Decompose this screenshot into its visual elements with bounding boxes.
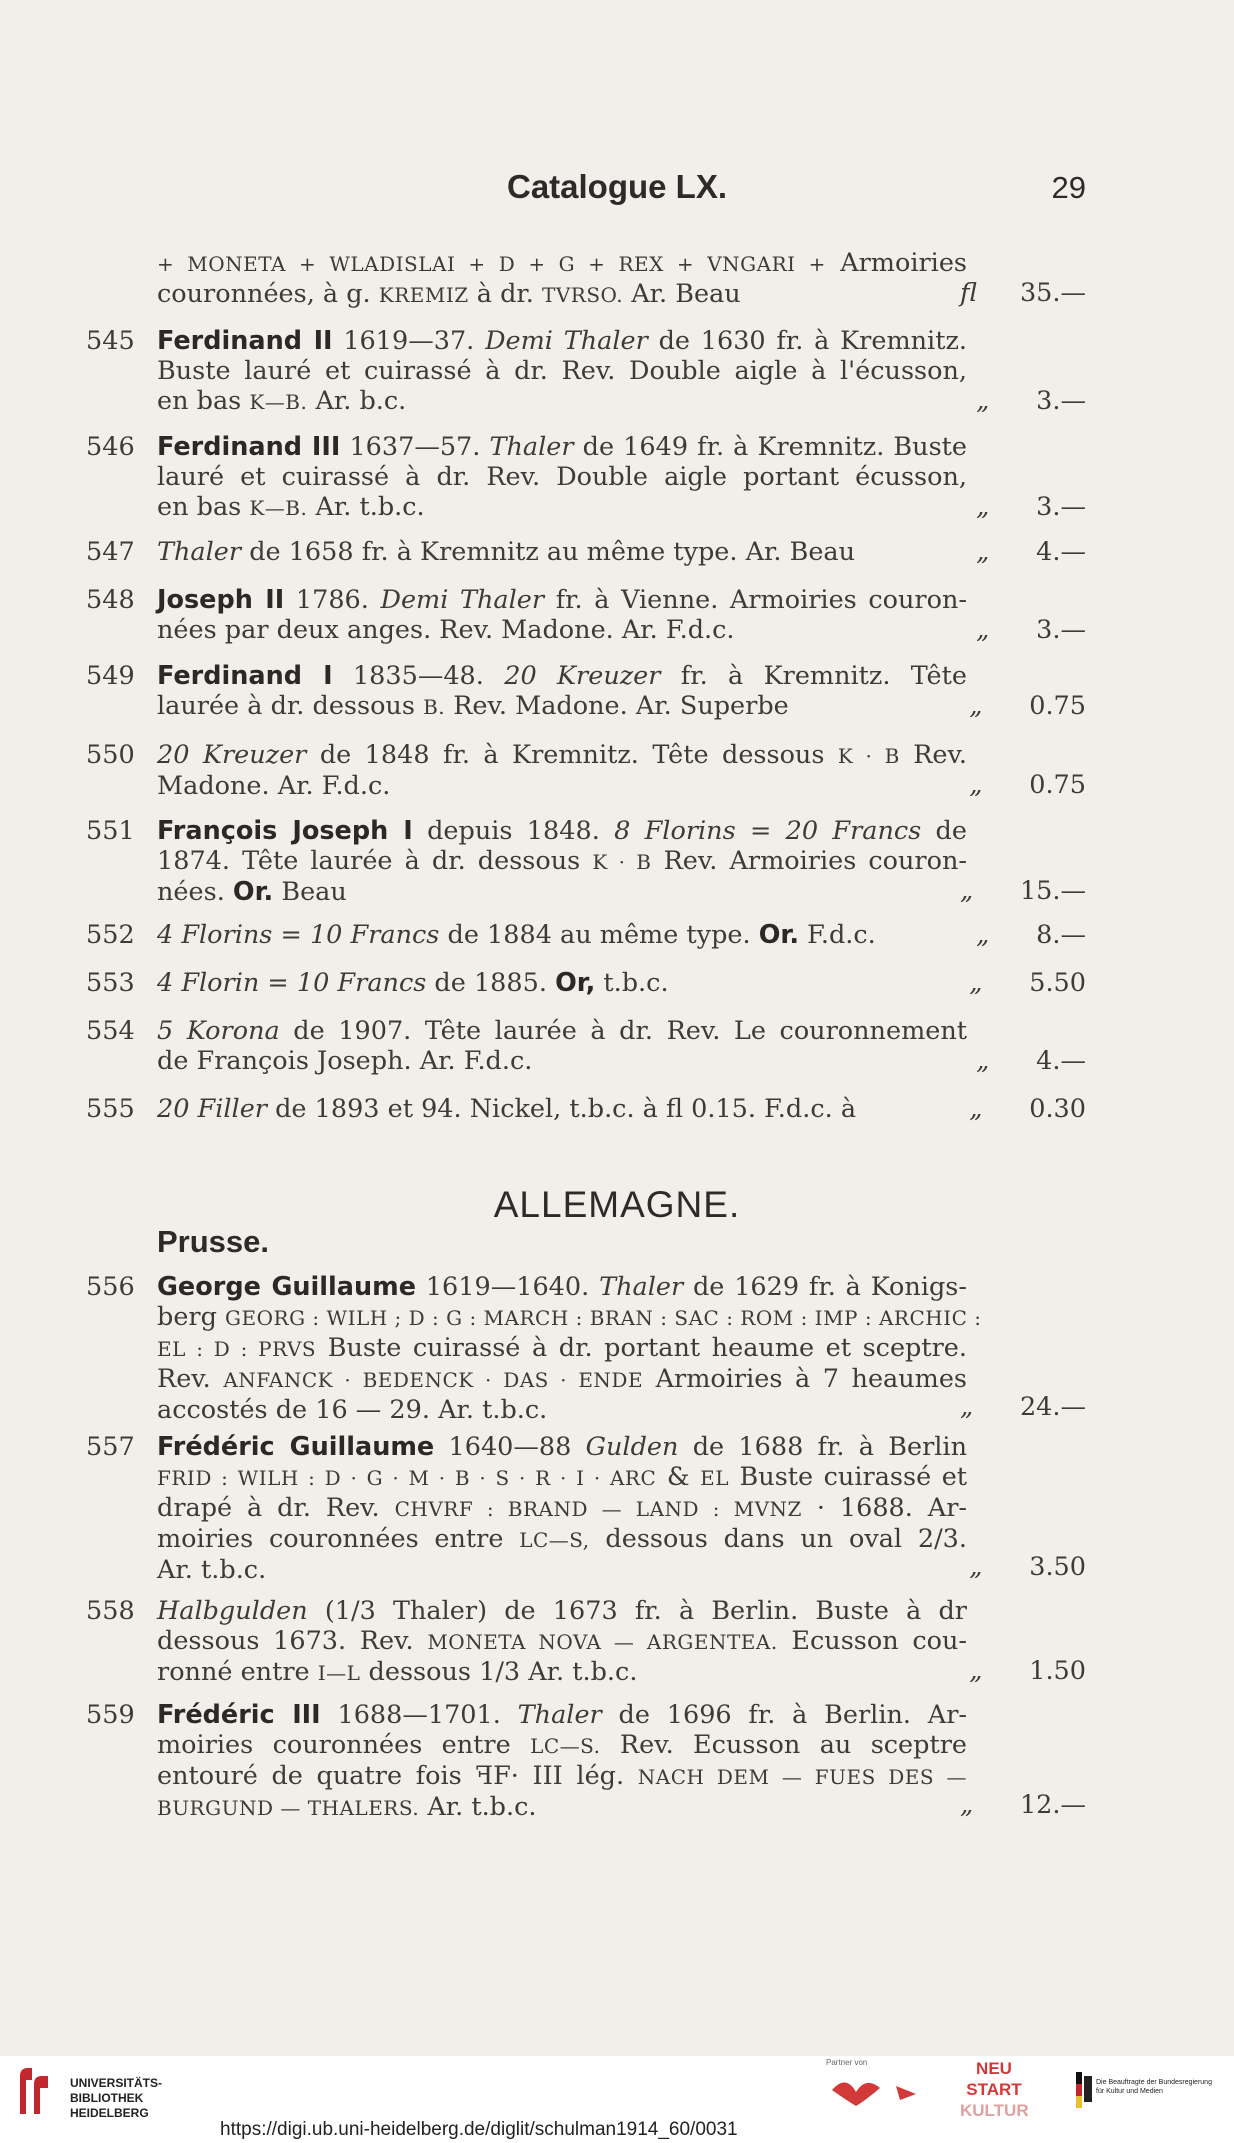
text-fragment: entouré de quatre fois ꟻF· III lég.	[157, 1761, 625, 1791]
entry-price: 3.—	[1036, 615, 1086, 645]
text-line	[157, 386, 967, 417]
text-fragment: Armoiries à 7 heaumes	[655, 1364, 968, 1394]
text-fragment: de 1658 fr. à Kremnitz au même type. Ar. Beau	[249, 537, 856, 567]
text-fragment: couronnées, à g.	[157, 279, 371, 309]
text-line: lauré et cuirassé à dr. Rev. Double aigle portant écusson,	[157, 462, 967, 492]
text-line	[157, 492, 967, 523]
text-fragment: „	[976, 1046, 990, 1076]
partner-logo-icon[interactable]	[826, 2070, 946, 2114]
text-fragment	[926, 615, 1086, 645]
text-fragment: Buste cuirassé à dr. portant heaume et sceptre.	[327, 1333, 967, 1363]
text-fragment: t.b.c.	[603, 968, 669, 998]
text-fragment	[157, 432, 967, 523]
text-fragment	[157, 661, 967, 722]
text-fragment: Or.	[758, 920, 800, 950]
text-fragment: ANFANCK · BEDENCK · DAS · ENDE	[223, 1368, 644, 1392]
text-fragment: laurée à dr. dessous	[157, 691, 415, 721]
text-fragment: en bas	[157, 386, 242, 416]
text-fragment: (1/3 Thaler) de 1673 fr. à Berlin. Buste à dr	[324, 1596, 967, 1626]
text-fragment	[157, 1700, 967, 1823]
text-line	[157, 1493, 967, 1524]
entry-number: 547	[86, 537, 135, 567]
entry-price: 0.30	[1029, 1094, 1086, 1124]
text-line: accostés de 16 — 29. Ar. t.b.c.	[157, 1395, 548, 1425]
text-fragment: Frédéric Guillaume	[157, 1432, 435, 1462]
text-fragment: Ferdinand II	[157, 326, 333, 356]
text-fragment: EL	[700, 1466, 729, 1490]
text-line	[157, 1730, 967, 1761]
entry-number: 556	[86, 1272, 135, 1302]
text-fragment: Thaler	[489, 432, 574, 462]
text-line	[157, 1792, 967, 1823]
footer-bar	[0, 2056, 1234, 2143]
text-fragment: NACH DEM — FUES DES —	[637, 1765, 967, 1789]
page-number: 29	[1051, 170, 1086, 205]
entry-number: 554	[86, 1016, 135, 1046]
source-url-link[interactable]: https://digi.ub.uni-heidelberg.de/diglit/schulman1914_60/0031	[220, 2119, 738, 2140]
entry-number: 557	[86, 1432, 135, 1462]
text-fragment	[926, 770, 1086, 800]
text-fragment: 1688—1701.	[337, 1700, 501, 1730]
text-fragment: · 1688. Ar-	[816, 1493, 968, 1523]
text-fragment	[926, 386, 1086, 416]
text-fragment: Thaler	[157, 537, 242, 567]
text-fragment: „	[969, 968, 983, 998]
entry-price: 12.—	[1019, 1790, 1086, 1820]
text-line	[157, 326, 967, 356]
text-fragment: I—L	[317, 1661, 361, 1685]
text-fragment: Ar. t.b.c.	[427, 1792, 537, 1822]
text-line: Buste lauré et cuirassé à dr. Rev. Double aigle à l'écusson,	[157, 356, 967, 386]
text-fragment	[157, 537, 967, 567]
text-fragment: de 1907. Tête laurée à dr. Rev. Le couronnement	[293, 1016, 968, 1046]
text-fragment: Thaler	[599, 1272, 684, 1302]
text-line	[157, 1094, 967, 1124]
text-fragment: + MONETA + WLADISLAI + D + G + REX + VNGARI +	[157, 252, 826, 276]
entry-price: 3.50	[1029, 1552, 1086, 1582]
text-fragment: dessous 1/3 Ar. t.b.c.	[368, 1657, 638, 1687]
text-line	[157, 1302, 982, 1333]
text-fragment	[926, 920, 1086, 950]
text-fragment: „	[969, 691, 983, 721]
text-fragment: Joseph II	[157, 585, 285, 615]
text-fragment: „	[959, 876, 974, 906]
text-fragment: Ar. b.c.	[315, 386, 407, 416]
text-fragment	[157, 326, 967, 417]
text-fragment: de 1629 fr. à Konigs-	[692, 1272, 968, 1302]
entry-price: 0.75	[1029, 770, 1086, 800]
text-fragment: de 1884 au même type.	[447, 920, 751, 950]
text-fragment: 8 Florins = 20 Francs	[614, 816, 922, 846]
text-fragment: de 1885.	[434, 968, 547, 998]
text-fragment: dessous 1673. Rev.	[157, 1626, 414, 1656]
text-fragment: Thaler	[517, 1700, 602, 1730]
text-line	[157, 432, 967, 462]
text-fragment: GEORG : WILH ; D : G : MARCH : BRAN : SAC : ROM : IMP : ARCHIC :	[225, 1306, 982, 1330]
text-fragment: „	[969, 1094, 983, 1124]
text-line	[157, 968, 967, 998]
text-fragment: 4 Florins = 10 Francs	[157, 920, 440, 950]
text-line	[157, 877, 967, 907]
text-fragment: moiries couronnées entre	[157, 1730, 511, 1760]
text-fragment	[926, 1094, 1086, 1124]
text-fragment: Armoiries	[840, 248, 968, 278]
federal-commissioner-text: Die Beauftragte der Bundesregierung für Kultur und Medien	[1096, 2079, 1212, 2095]
text-fragment: K—B.	[249, 496, 308, 520]
text-fragment: K—B.	[249, 390, 308, 414]
text-fragment: „	[959, 1392, 974, 1422]
text-fragment: CHVRF : BRAND — LAND : MVNZ	[394, 1497, 802, 1521]
entry-price: 15.—	[1019, 876, 1086, 906]
text-fragment: K · B	[592, 850, 652, 874]
text-fragment	[157, 1272, 982, 1425]
library-name[interactable]: UNIVERSITÄTS- BIBLIOTHEK HEIDELBERG	[70, 2076, 163, 2120]
text-line	[157, 1364, 967, 1395]
text-fragment: Or.	[232, 877, 274, 907]
currency-mark: fl	[959, 278, 977, 308]
text-line	[157, 537, 967, 567]
entry-number: 551	[86, 816, 135, 846]
text-fragment: Demi Thaler	[380, 585, 545, 615]
entry-number: 546	[86, 432, 135, 462]
text-fragment	[157, 920, 967, 950]
text-fragment: Beau	[281, 877, 347, 907]
text-fragment: KREMIZ	[378, 283, 469, 307]
entry-price: 24.—	[1019, 1392, 1086, 1422]
section-heading: ALLEMAGNE.	[493, 1184, 741, 1225]
text-fragment: Rev. Ecusson au sceptre	[619, 1730, 967, 1760]
text-line	[157, 1761, 967, 1792]
text-fragment: Rev. Madone. Ar. Superbe	[453, 691, 789, 721]
entry-price: 3.—	[1036, 386, 1086, 416]
text-fragment	[926, 691, 1086, 721]
text-line	[157, 1626, 967, 1657]
text-fragment: Demi Thaler	[485, 326, 648, 356]
text-line	[157, 661, 967, 691]
text-fragment: FRID : WILH : D · G · M · B · S · R · I · ARC	[157, 1466, 657, 1490]
text-fragment	[157, 248, 967, 310]
text-fragment	[157, 1094, 967, 1124]
text-line: de François Joseph. Ar. F.d.c.	[157, 1046, 533, 1076]
text-fragment: de 1688 fr. à Berlin	[692, 1432, 967, 1462]
partner-label: Partner von	[826, 2058, 868, 2067]
text-fragment	[926, 492, 1086, 522]
entry-number: 552	[86, 920, 135, 950]
entry-number: 548	[86, 585, 135, 615]
entry-price: 4.—	[1036, 537, 1086, 567]
text-fragment: MONETA NOVA — ARGENTEA.	[427, 1630, 778, 1654]
text-fragment: 20 Kreuzer	[504, 661, 661, 691]
text-fragment: BURGUND — THALERS.	[157, 1796, 420, 1820]
text-fragment: en bas	[157, 492, 242, 522]
text-fragment: berg	[157, 1302, 217, 1332]
text-fragment: B.	[423, 695, 446, 719]
text-fragment: Buste cuirassé et	[739, 1462, 968, 1492]
text-line	[157, 1700, 967, 1730]
text-fragment: George Guillaume	[157, 1272, 416, 1302]
entry-price: 1.50	[1029, 1656, 1086, 1686]
entry-price: 4.—	[1036, 1046, 1086, 1076]
text-fragment: à dr.	[476, 279, 534, 309]
text-fragment: 4 Florin = 10 Francs	[157, 968, 427, 998]
text-fragment	[926, 537, 1086, 567]
heidelberg-library-logo-icon[interactable]	[14, 2064, 54, 2119]
text-fragment	[926, 1656, 1086, 1686]
text-line: Ar. t.b.c.	[157, 1555, 267, 1585]
text-fragment: „	[969, 1656, 983, 1686]
text-fragment: 1619—37.	[343, 326, 475, 356]
text-line	[157, 920, 967, 950]
text-fragment: de 1848 fr. à Kremnitz. Tête dessous	[319, 740, 825, 770]
subsection-heading: Prusse.	[157, 1224, 270, 1259]
text-fragment: de 1649 fr. à Kremnitz. Buste	[582, 432, 967, 462]
text-fragment	[157, 1432, 967, 1585]
text-line	[157, 1333, 967, 1364]
text-fragment: de	[935, 816, 967, 846]
text-fragment: „	[959, 1790, 974, 1820]
text-fragment: dessous dans un oval	[605, 1524, 903, 1554]
text-line	[157, 585, 967, 615]
text-fragment: LC—S,	[519, 1528, 590, 1552]
entry-price: 3.—	[1036, 492, 1086, 522]
text-fragment: 5 Korona	[157, 1016, 280, 1046]
entry-number: 553	[86, 968, 135, 998]
text-fragment: de 1630 fr. à Kremnitz.	[658, 326, 967, 356]
text-fragment: Rev. Armoiries couron-	[663, 846, 968, 876]
text-fragment	[926, 968, 1086, 998]
text-fragment: François Joseph I	[157, 816, 413, 846]
text-fragment: 20 Filler	[157, 1094, 267, 1124]
text-fragment: Rev.	[157, 1364, 211, 1394]
text-fragment: Ferdinand III	[157, 432, 341, 462]
text-fragment: drapé à dr. Rev.	[157, 1493, 380, 1523]
text-fragment: depuis 1848.	[427, 816, 600, 846]
text-fragment: K · B	[837, 744, 900, 768]
text-line	[157, 248, 967, 279]
entry-price: 8.—	[1036, 920, 1086, 950]
text-line: nées par deux anges. Rev. Madone. Ar. F.d.c.	[157, 615, 735, 645]
text-fragment: &	[666, 1462, 690, 1492]
text-fragment: 2/3.	[917, 1524, 967, 1554]
text-fragment: Ferdinand I	[157, 661, 333, 691]
text-fragment: „	[976, 386, 990, 416]
text-fragment: moiries couronnées entre	[157, 1524, 504, 1554]
text-fragment: EL : D : PRVS	[157, 1337, 317, 1361]
text-fragment: Rev.	[913, 740, 968, 770]
text-fragment	[157, 1596, 967, 1688]
text-fragment	[926, 876, 1086, 906]
text-fragment: 1835—48.	[352, 661, 484, 691]
text-fragment: „	[969, 770, 983, 800]
text-fragment: 1619—1640.	[425, 1272, 590, 1302]
text-fragment	[157, 1016, 967, 1076]
entry-price: 35.—	[1019, 278, 1086, 308]
text-fragment: Or,	[555, 968, 596, 998]
text-fragment: 20 Kreuzer	[157, 740, 307, 770]
text-fragment	[157, 816, 967, 907]
text-fragment: Ecusson cou-	[791, 1626, 968, 1656]
entry-number: 549	[86, 661, 135, 691]
text-fragment: de 1893 et 94. Nickel, t.b.c. à fl 0.15. F.d.c. à	[275, 1094, 857, 1124]
text-fragment: 1637—57.	[349, 432, 481, 462]
entry-number: 545	[86, 326, 135, 356]
entry-number: 559	[86, 1700, 135, 1730]
text-line	[157, 1016, 967, 1046]
entry-number: 558	[86, 1596, 135, 1626]
text-fragment: Ar. Beau	[631, 279, 741, 309]
text-fragment: 1874. Tête laurée à dr. dessous	[157, 846, 581, 876]
text-line	[157, 1462, 967, 1493]
text-line	[157, 279, 967, 310]
text-fragment: Ar. t.b.c.	[315, 492, 425, 522]
text-fragment: „	[969, 1552, 983, 1582]
text-fragment: LC—S.	[530, 1734, 601, 1758]
text-fragment	[926, 1790, 1086, 1820]
entry-price: 5.50	[1029, 968, 1086, 998]
text-line: Madone. Ar. F.d.c.	[157, 771, 391, 801]
text-fragment	[157, 968, 967, 998]
text-fragment: ronné entre	[157, 1657, 310, 1687]
text-line	[157, 740, 967, 771]
text-line	[157, 816, 967, 846]
text-fragment: „	[976, 537, 990, 567]
entry-number: 555	[86, 1094, 135, 1124]
text-fragment	[926, 278, 1086, 308]
text-line	[157, 846, 967, 877]
entry-number: 550	[86, 740, 135, 770]
text-fragment: fr. à Vienne. Armoiries couron-	[555, 585, 967, 615]
text-fragment: fr. à Kremnitz. Tête	[680, 661, 967, 691]
text-fragment	[926, 1392, 1086, 1422]
text-fragment: „	[976, 615, 990, 645]
text-fragment: 1786.	[295, 585, 369, 615]
text-fragment: 1640—88	[448, 1432, 572, 1462]
page-title: Catalogue LX.	[506, 168, 728, 205]
text-fragment	[926, 1552, 1086, 1582]
text-fragment: „	[976, 492, 990, 522]
entry-price: 0.75	[1029, 691, 1086, 721]
text-line	[157, 1524, 967, 1555]
text-fragment: Frédéric III	[157, 1700, 321, 1730]
text-line	[157, 1596, 967, 1626]
text-fragment	[926, 1046, 1086, 1076]
text-fragment: nées.	[157, 877, 225, 907]
text-line	[157, 1657, 967, 1688]
text-line	[157, 1272, 967, 1302]
text-fragment: TVRSO.	[542, 283, 624, 307]
text-fragment: Halbgulden	[157, 1596, 308, 1626]
text-fragment: F.d.c.	[807, 920, 876, 950]
text-fragment	[157, 585, 967, 645]
text-fragment: „	[976, 920, 990, 950]
neustart-kultur-logo[interactable]: NEU START KULTUR	[960, 2059, 1029, 2120]
text-fragment: Gulden	[585, 1432, 679, 1462]
text-fragment: de 1696 fr. à Berlin. Ar-	[618, 1700, 968, 1730]
text-fragment	[157, 740, 967, 801]
text-line	[157, 1432, 967, 1462]
text-line	[157, 691, 967, 722]
